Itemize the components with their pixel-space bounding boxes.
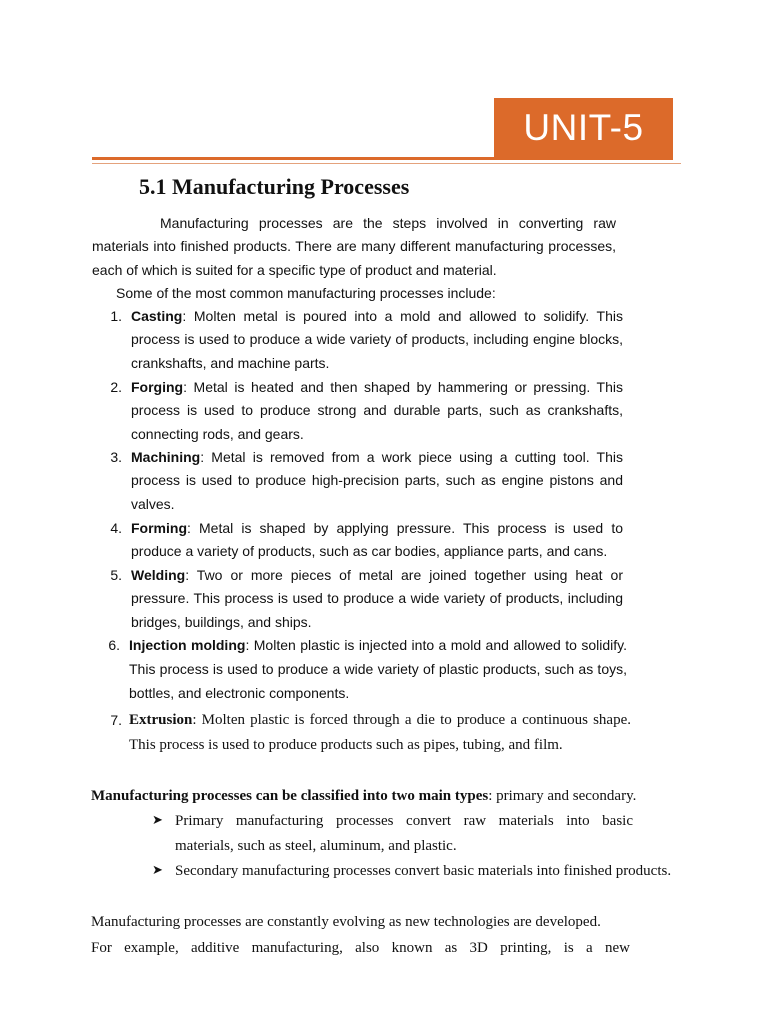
closing-paragraph xyxy=(91,909,630,961)
intro-paragraph: Manufacturing processes are the steps involved in converting raw materials into finished products. There are many different manufacturing processes, each of which is suited for a specific type of product and material. xyxy=(92,215,616,278)
process-number: 5. xyxy=(110,567,122,583)
process-name: Injection molding xyxy=(129,637,246,653)
process-number: 6. xyxy=(108,637,120,653)
process-desc: : Molten metal is poured into a mold and allowed to solidify. This process is used to produce a wide variety of products, including engine blocks, crankshafts, and machine parts. xyxy=(131,308,623,371)
arrow-bullet-icon: ➤ xyxy=(152,812,163,827)
header-rule-thin xyxy=(92,163,681,164)
process-desc: : Two or more pieces of metal are joined together using heat or pressure. This process is used to produce a wide variety of products, including bridges, buildings, and ships. xyxy=(131,567,623,630)
process-name: Machining xyxy=(131,449,201,465)
classification-bold: Manufacturing processes can be classified into two main types xyxy=(91,788,489,804)
arrow-bullet-icon: ➤ xyxy=(152,862,163,877)
process-desc: : Metal is heated and then shaped by hammering or pressing. This process is used to produce strong and durable parts, such as crankshafts, connecting rods, and gears. xyxy=(131,379,623,442)
unit-badge: UNIT-5 xyxy=(494,98,673,157)
bullet-primary: Primary manufacturing processes convert raw materials into basic materials, such as steel, aluminum, and plastic. xyxy=(175,813,633,854)
process-name: Welding xyxy=(131,567,186,583)
classification-rest: : primary and secondary. xyxy=(488,788,637,804)
process-desc: : Metal is shaped by applying pressure. This process is used to produce a variety of products, such as car bodies, appliance parts, and cans. xyxy=(131,520,623,560)
process-text xyxy=(131,305,623,375)
process-name: Forging xyxy=(131,379,184,395)
process-text xyxy=(129,634,627,705)
process-name: Extrusion xyxy=(129,712,193,728)
process-desc: : Molten plastic is injected into a mold and allowed to solidify. This process is used to produce a wide variety of plastic products, such as toys, bottles, and electronic components. xyxy=(129,637,627,701)
process-name: Casting xyxy=(131,308,183,324)
list-lead: Some of the most common manufacturing processes include: xyxy=(116,285,496,301)
process-desc: : Metal is removed from a work piece using a cutting tool. This process is used to produce high-precision parts, such as engine pistons and valves. xyxy=(131,449,623,512)
process-number: 1. xyxy=(110,308,122,324)
process-number: 7. xyxy=(110,712,122,728)
process-text xyxy=(131,446,623,516)
process-text xyxy=(131,517,623,564)
process-number: 4. xyxy=(110,520,122,536)
closing-line-2: For example, additive manufacturing, also known as 3D printing, is a new xyxy=(91,940,630,956)
classification-sentence xyxy=(91,785,636,807)
process-text xyxy=(131,564,623,634)
section-title: 5.1 Manufacturing Processes xyxy=(139,174,410,199)
bullet-secondary: Secondary manufacturing processes convert basic materials into finished products. xyxy=(175,863,672,879)
header-rule xyxy=(92,157,673,160)
process-desc: : Molten plastic is forced through a die to produce a continuous shape. This process is used to produce products such as pipes, tubing, and film. xyxy=(129,712,631,753)
process-number: 3. xyxy=(110,449,122,465)
process-number: 2. xyxy=(110,379,122,395)
closing-line-1: Manufacturing processes are constantly evolving as new technologies are developed. xyxy=(91,914,601,930)
process-text xyxy=(129,708,631,758)
process-name: Forming xyxy=(131,520,187,536)
process-text xyxy=(131,376,623,446)
